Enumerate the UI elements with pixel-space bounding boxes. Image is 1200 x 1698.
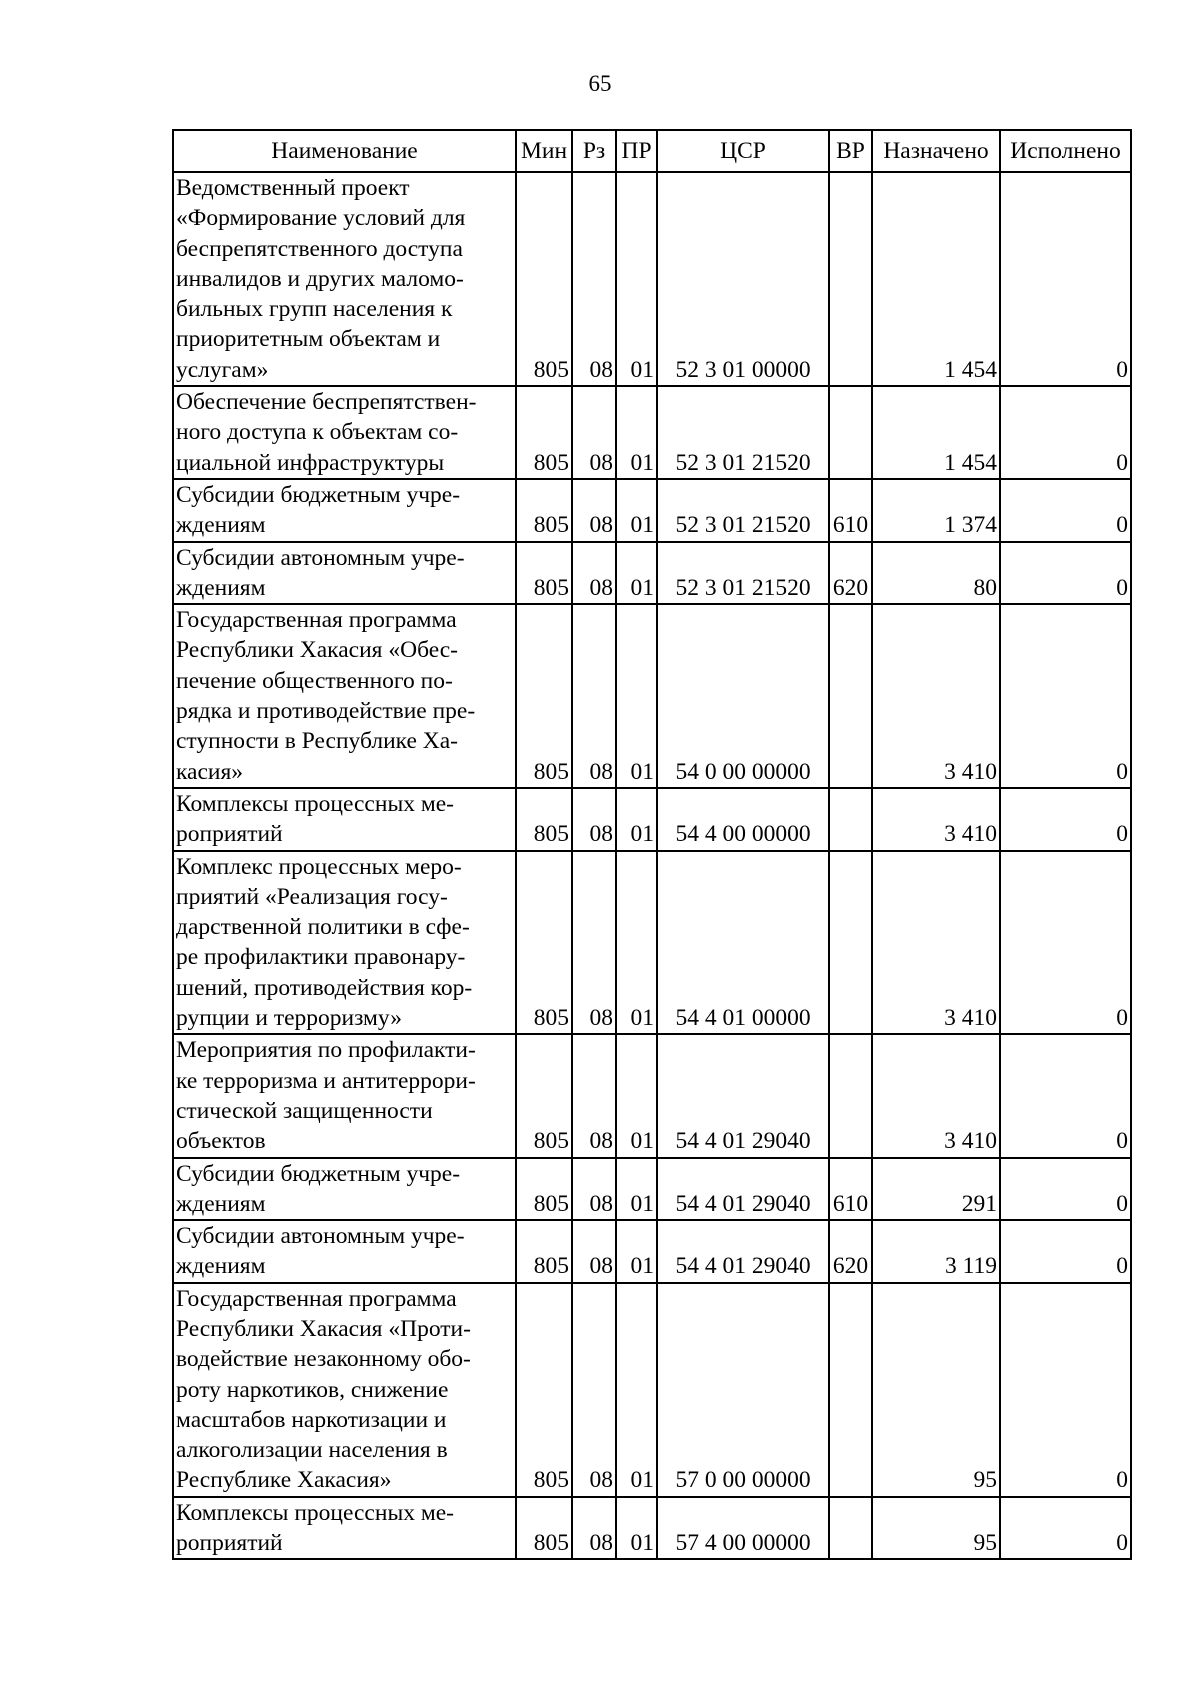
row-csr-cell: 54 0 00 00000 (657, 604, 829, 788)
row-name-line: Комплексы процессных ме- (176, 790, 454, 817)
table-row (173, 604, 1131, 788)
row-csr-cell: 52 3 01 21520 (657, 386, 829, 479)
row-executed-cell: 0 (1000, 1034, 1131, 1157)
table-row (173, 788, 1131, 851)
row-pr-cell: 01 (616, 172, 657, 386)
row-name-line: Субсидии автономным учре- (176, 1223, 465, 1250)
row-name-line: Республики Хакасия «Проти- (176, 1315, 471, 1342)
row-name-cell (173, 1497, 516, 1560)
row-min-cell: 805 (516, 1034, 572, 1157)
row-name-line: циальной инфраструктуры (176, 449, 445, 476)
row-name-cell (173, 386, 516, 479)
row-name-line: водействие незаконному обо- (176, 1346, 471, 1373)
row-name-line: Обеспечение беспрепятствен- (176, 389, 477, 416)
row-executed-cell: 0 (1000, 172, 1131, 386)
row-rz-cell: 08 (572, 1497, 616, 1560)
row-name-line: Ведомственный проект (176, 175, 410, 201)
row-pr-cell: 01 (616, 788, 657, 851)
row-name-line: беспрепятственного доступа (176, 235, 463, 262)
row-name-line: услугам» (176, 356, 269, 383)
row-min-cell: 805 (516, 851, 572, 1035)
row-vr-cell (829, 1034, 872, 1157)
row-min-cell: 805 (516, 386, 572, 479)
row-name-cell (173, 542, 516, 605)
row-name-line: Государственная программа (176, 1285, 457, 1312)
row-name-line: «Формирование условий для (176, 205, 466, 232)
row-executed-cell: 0 (1000, 386, 1131, 479)
row-pr-cell: 01 (616, 604, 657, 788)
row-vr-cell: 620 (829, 1220, 872, 1283)
row-min-cell: 805 (516, 604, 572, 788)
row-assigned-cell: 95 (872, 1497, 1000, 1560)
row-pr-cell: 01 (616, 851, 657, 1035)
row-min-cell: 805 (516, 1158, 572, 1221)
row-csr-cell: 54 4 01 29040 (657, 1220, 829, 1283)
row-name-line: приятий «Реализация госу- (176, 883, 448, 910)
row-executed-cell: 0 (1000, 1283, 1131, 1497)
column-header-csr: ЦСР (657, 130, 829, 172)
row-min-cell: 805 (516, 1283, 572, 1497)
row-name-line: Субсидии бюджетным учре- (176, 481, 461, 508)
row-rz-cell: 08 (572, 1283, 616, 1497)
table-row (173, 479, 1131, 542)
row-executed-cell: 0 (1000, 851, 1131, 1035)
column-header-name: Наименование (173, 130, 516, 172)
row-vr-cell (829, 386, 872, 479)
row-name-line: Комплекс процессных меро- (176, 853, 462, 880)
row-pr-cell: 01 (616, 1034, 657, 1157)
row-min-cell: 805 (516, 479, 572, 542)
row-vr-cell: 610 (829, 1158, 872, 1221)
row-name-cell (173, 788, 516, 851)
row-name-line: роту наркотиков, снижение (176, 1376, 449, 1403)
row-name-line: бильных групп населения к (176, 296, 453, 323)
row-assigned-cell: 1 454 (872, 172, 1000, 386)
row-assigned-cell: 1 454 (872, 386, 1000, 479)
row-name-line: Государственная программа (176, 607, 457, 634)
row-name-line: роприятий (176, 1530, 283, 1557)
row-name-line: Республики Хакасия «Обес- (176, 637, 458, 664)
column-header-assigned: Назначено (872, 130, 1000, 172)
row-rz-cell: 08 (572, 788, 616, 851)
row-name-line: ждениям (176, 1253, 266, 1280)
row-vr-cell (829, 1497, 872, 1560)
row-executed-cell: 0 (1000, 479, 1131, 542)
row-name-line: масштабов наркотизации и (176, 1406, 447, 1433)
column-header-executed: Исполнено (1000, 130, 1131, 172)
row-min-cell: 805 (516, 788, 572, 851)
row-assigned-cell: 3 410 (872, 788, 1000, 851)
column-header-rz: Рз (572, 130, 616, 172)
row-csr-cell: 52 3 01 00000 (657, 172, 829, 386)
budget-table (172, 129, 1132, 1560)
row-name-cell (173, 604, 516, 788)
row-assigned-cell: 291 (872, 1158, 1000, 1221)
table-row (173, 1158, 1131, 1221)
row-pr-cell: 01 (616, 1497, 657, 1560)
row-name-line: инвалидов и других маломо- (176, 265, 464, 292)
row-assigned-cell: 1 374 (872, 479, 1000, 542)
row-rz-cell: 08 (572, 542, 616, 605)
row-min-cell: 805 (516, 1497, 572, 1560)
table-row (173, 1220, 1131, 1283)
row-name-line: касия» (176, 758, 244, 785)
row-rz-cell: 08 (572, 1034, 616, 1157)
row-min-cell: 805 (516, 1220, 572, 1283)
row-csr-cell: 52 3 01 21520 (657, 479, 829, 542)
row-rz-cell: 08 (572, 851, 616, 1035)
row-rz-cell: 08 (572, 604, 616, 788)
row-pr-cell: 01 (616, 542, 657, 605)
row-rz-cell: 08 (572, 1158, 616, 1221)
row-pr-cell: 01 (616, 386, 657, 479)
row-name-cell (173, 1220, 516, 1283)
row-name-line: ждениям (176, 512, 266, 539)
row-assigned-cell: 3 410 (872, 851, 1000, 1035)
row-assigned-cell: 3 410 (872, 604, 1000, 788)
column-header-min: Мин (516, 130, 572, 172)
row-vr-cell (829, 604, 872, 788)
row-vr-cell (829, 1283, 872, 1497)
row-vr-cell (829, 788, 872, 851)
row-assigned-cell: 80 (872, 542, 1000, 605)
row-csr-cell: 57 4 00 00000 (657, 1497, 829, 1560)
row-min-cell: 805 (516, 542, 572, 605)
row-name-line: ждениям (176, 1190, 266, 1217)
row-name-line: печение общественного по- (176, 667, 453, 694)
row-csr-cell: 54 4 01 00000 (657, 851, 829, 1035)
row-min-cell: 805 (516, 172, 572, 386)
row-name-cell (173, 1034, 516, 1157)
row-executed-cell: 0 (1000, 1497, 1131, 1560)
row-name-line: роприятий (176, 821, 283, 848)
row-name-line: дарственной политики в сфе- (176, 914, 470, 941)
row-csr-cell: 57 0 00 00000 (657, 1283, 829, 1497)
row-assigned-cell: 95 (872, 1283, 1000, 1497)
table-row (173, 172, 1131, 386)
row-pr-cell: 01 (616, 1220, 657, 1283)
row-executed-cell: 0 (1000, 788, 1131, 851)
row-csr-cell: 54 4 00 00000 (657, 788, 829, 851)
row-name-cell (173, 1283, 516, 1497)
table-row (173, 1283, 1131, 1497)
row-csr-cell: 54 4 01 29040 (657, 1034, 829, 1157)
row-rz-cell: 08 (572, 172, 616, 386)
row-executed-cell: 0 (1000, 604, 1131, 788)
table-row (173, 851, 1131, 1035)
row-vr-cell (829, 851, 872, 1035)
page-number: 65 (588, 71, 612, 96)
row-vr-cell: 610 (829, 479, 872, 542)
row-name-cell (173, 172, 516, 386)
row-rz-cell: 08 (572, 1220, 616, 1283)
row-name-line: рупции и терроризму» (176, 1005, 403, 1032)
row-name-line: ждениям (176, 574, 266, 601)
row-vr-cell: 620 (829, 542, 872, 605)
row-rz-cell: 08 (572, 386, 616, 479)
row-assigned-cell: 3 119 (872, 1220, 1000, 1283)
row-name-line: шений, противодействия кор- (176, 974, 473, 1001)
row-name-line: ступности в Республике Ха- (176, 728, 459, 755)
row-name-line: Республике Хакасия» (176, 1467, 392, 1494)
table-row (173, 542, 1131, 605)
table-row (173, 1034, 1131, 1157)
row-name-line: ре профилактики правонару- (176, 944, 466, 971)
row-pr-cell: 01 (616, 1283, 657, 1497)
column-header-vr: ВР (829, 130, 872, 172)
column-header-pr: ПР (616, 130, 657, 172)
row-rz-cell: 08 (572, 479, 616, 542)
row-name-line: ке терроризма и антитеррори- (176, 1067, 476, 1094)
row-name-line: объектов (176, 1128, 266, 1155)
row-name-line: Субсидии бюджетным учре- (176, 1160, 461, 1187)
row-vr-cell (829, 172, 872, 386)
row-csr-cell: 52 3 01 21520 (657, 542, 829, 605)
row-name-line: Комплексы процессных ме- (176, 1499, 454, 1526)
table-header-row (173, 130, 1131, 172)
row-name-line: Субсидии автономным учре- (176, 544, 465, 571)
row-executed-cell: 0 (1000, 542, 1131, 605)
row-assigned-cell: 3 410 (872, 1034, 1000, 1157)
table-row (173, 1497, 1131, 1560)
row-csr-cell: 54 4 01 29040 (657, 1158, 829, 1221)
row-executed-cell: 0 (1000, 1220, 1131, 1283)
row-name-line: приоритетным объектам и (176, 326, 441, 353)
row-name-line: стической защищенности (176, 1097, 433, 1124)
row-name-cell (173, 1158, 516, 1221)
row-name-cell (173, 479, 516, 542)
row-name-line: Мероприятия по профилакти- (176, 1037, 476, 1064)
row-pr-cell: 01 (616, 479, 657, 542)
row-name-line: ного доступа к объектам со- (176, 419, 459, 446)
row-pr-cell: 01 (616, 1158, 657, 1221)
row-name-line: алкоголизации населения в (176, 1437, 448, 1464)
row-name-cell (173, 851, 516, 1035)
row-name-line: рядка и противодействие пре- (176, 698, 476, 725)
table-row (173, 386, 1131, 479)
table-body (173, 172, 1131, 1559)
row-executed-cell: 0 (1000, 1158, 1131, 1221)
